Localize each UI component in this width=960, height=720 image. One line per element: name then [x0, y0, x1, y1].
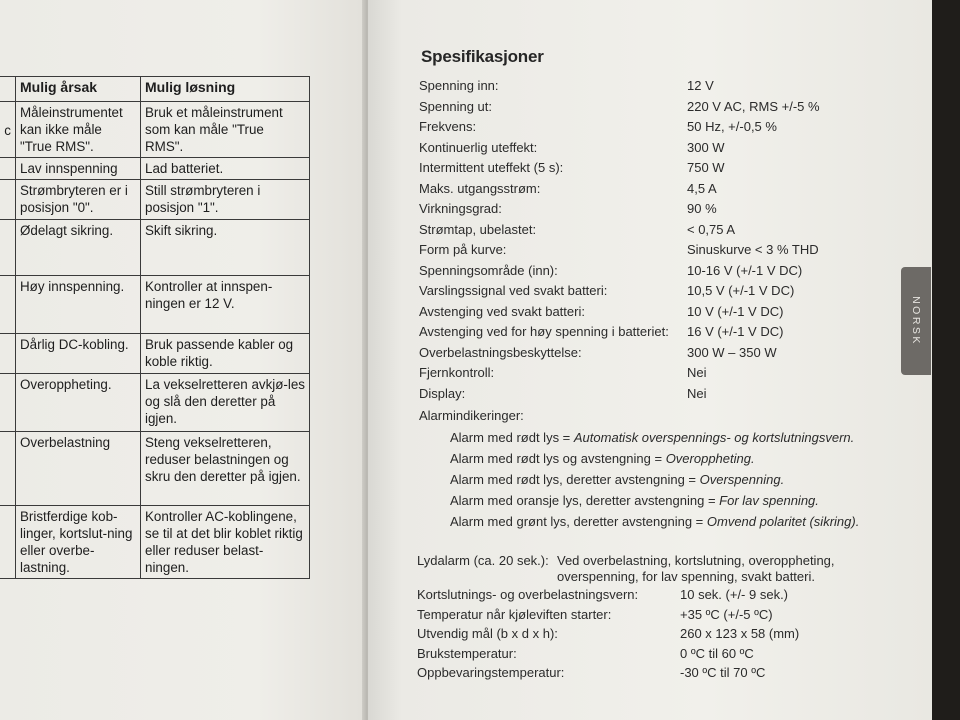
- alarm-meaning: Overoppheting.: [665, 451, 755, 466]
- spec-value: Nei: [687, 365, 707, 380]
- solution-cell: Steng vekselretteren, reduser belastningen og skru den deretter på igjen.: [141, 432, 310, 506]
- spec-value: 4,5 A: [687, 180, 717, 196]
- spec-row: [419, 201, 717, 216]
- table-row: [0, 432, 310, 506]
- spec-value: 300 W: [687, 139, 725, 155]
- spec-value: 90 %: [687, 201, 717, 216]
- spec-value: 10-16 V (+/-1 V DC): [687, 262, 803, 278]
- cause-cell: Bristferdige kob-linger, kortslut-ning eller overbe-lastning.: [16, 506, 141, 579]
- sound-alarm: [417, 553, 847, 585]
- spec-label: Form på kurve:: [419, 242, 507, 257]
- table-header-row: [0, 77, 310, 102]
- spec-label: Avstenging ved svakt batteri:: [419, 303, 585, 319]
- row-stub: [0, 432, 16, 506]
- spec-label: Varslingssignal ved svakt batteri:: [419, 283, 608, 298]
- spec-label: Frekvens:: [419, 119, 477, 134]
- language-tab: [901, 267, 931, 375]
- cause-cell: Måleinstrumentet kan ikke måle "True RMS".: [16, 102, 141, 158]
- cause-cell: Overbelastning: [16, 432, 141, 506]
- spec-label: Oppbevaringstemperatur:: [417, 665, 565, 680]
- alarm-row: [450, 514, 870, 530]
- spec-label: Temperatur når kjøleviften starter:: [417, 606, 612, 622]
- alarm-heading: Alarmindikeringer:: [419, 408, 524, 423]
- cause-cell: Overoppheting.: [16, 374, 141, 432]
- alarm-condition: Alarm med rødt lys og avstengning =: [450, 451, 666, 466]
- spec-label: Strømtap, ubelastet:: [419, 221, 537, 237]
- row-stub: [0, 374, 16, 432]
- troubleshooting-table: [0, 76, 310, 579]
- header-cause: Mulig årsak: [16, 77, 141, 102]
- spec-row: [419, 283, 794, 298]
- table-row: [0, 220, 310, 276]
- solution-cell: Kontroller at innspen-ningen er 12 V.: [141, 276, 310, 334]
- spec-value: Sinuskurve < 3 % THD: [687, 242, 819, 257]
- spec-label: Spenning ut:: [419, 98, 493, 114]
- row-stub: [0, 158, 16, 180]
- alarm-condition: Alarm med rødt lys, deretter avstengning =: [450, 472, 700, 487]
- solution-cell: Bruk passende kabler og koble riktig.: [141, 334, 310, 374]
- spec-row: [419, 160, 725, 175]
- spec-value: +35 ºC (+/-5 ºC): [680, 606, 773, 622]
- spec-label: Kortslutnings- og overbelastningsvern:: [417, 587, 639, 602]
- table-row: [0, 374, 310, 432]
- table-row: [0, 334, 310, 374]
- table-row: [0, 180, 310, 220]
- dark-background-edge: [932, 0, 960, 720]
- page-title: Spesifikasjoner: [421, 47, 544, 66]
- cause-cell: Strømbryteren er i posisjon "0".: [16, 180, 141, 220]
- table-row: [0, 158, 310, 180]
- solution-cell: Skift sikring.: [141, 220, 310, 276]
- spec-value: -30 ºC til 70 ºC: [680, 665, 766, 680]
- header-solution: Mulig løsning: [141, 77, 310, 102]
- spec-label: Spenningsområde (inn):: [419, 262, 558, 278]
- row-stub: [0, 180, 16, 220]
- row-stub: [0, 334, 16, 374]
- spec-row: [419, 324, 783, 339]
- spec-label: Maks. utgangsstrøm:: [419, 180, 541, 196]
- spec-row: [419, 222, 735, 237]
- spec-value: 300 W – 350 W: [687, 344, 777, 360]
- spec-row: [419, 365, 707, 380]
- spec-value: 10 sek. (+/- 9 sek.): [680, 587, 789, 602]
- solution-cell: Kontroller AC-koblingene, se til at det blir koblet riktig eller reduser belast-ningen.: [141, 506, 310, 579]
- table-row: [0, 506, 310, 579]
- spec-label: Intermittent uteffekt (5 s):: [419, 160, 564, 175]
- spec-row: [419, 181, 717, 196]
- spec-row: [419, 242, 819, 257]
- spec-row: [419, 304, 783, 319]
- spec-row: [417, 665, 765, 680]
- table-row: [0, 276, 310, 334]
- spec-label: Overbelastningsbeskyttelse:: [419, 344, 582, 360]
- spec-row: [419, 140, 725, 155]
- spec-value: 12 V: [687, 78, 714, 93]
- table-row: [0, 102, 310, 158]
- spec-label: Spenning inn:: [419, 78, 499, 93]
- spec-label: Utvendig mål (b x d x h):: [417, 626, 558, 641]
- alarm-row: [450, 451, 870, 467]
- left-page: [0, 0, 368, 720]
- table-header-stub: [0, 77, 16, 102]
- alarm-meaning: Overspenning.: [699, 472, 785, 487]
- spec-value: 260 x 123 x 58 (mm): [680, 626, 800, 641]
- alarm-meaning: Omvend polaritet (sikring).: [706, 514, 860, 529]
- language-tab-label: NORSK: [910, 296, 922, 346]
- spec-row: [419, 78, 714, 93]
- spec-label: Fjernkontroll:: [419, 365, 495, 380]
- alarm-row: [450, 430, 870, 446]
- alarm-meaning: Automatisk overspennings- og kortslutningsvern.: [573, 430, 855, 445]
- spec-value: 750 W: [687, 160, 725, 175]
- spec-row: [419, 99, 820, 114]
- solution-cell: La vekselretteren avkjø-les og slå den deretter på igjen.: [141, 374, 310, 432]
- row-stub: [0, 220, 16, 276]
- spec-value: 50 Hz, +/-0,5 %: [687, 119, 777, 134]
- spec-label: Kontinuerlig uteffekt:: [419, 139, 538, 155]
- cause-cell: Dårlig DC-kobling.: [16, 334, 141, 374]
- solution-cell: Still strømbryteren i posisjon "1".: [141, 180, 310, 220]
- spec-label: Avstenging ved for høy spenning i batteriet:: [419, 324, 669, 339]
- spec-row: [419, 386, 707, 401]
- spec-value: 10 V (+/-1 V DC): [687, 303, 784, 319]
- cause-cell: Ødelagt sikring.: [16, 220, 141, 276]
- solution-cell: Lad batteriet.: [141, 158, 310, 180]
- alarm-condition: Alarm med rødt lys =: [450, 430, 574, 445]
- spec-row: [417, 646, 754, 661]
- solution-cell: Bruk et måleinstrument som kan måle "True RMS".: [141, 102, 310, 158]
- spec-label: Brukstemperatur:: [417, 645, 517, 661]
- alarm-condition: Alarm med oransje lys, deretter avstengning =: [450, 493, 720, 508]
- spec-row: [419, 263, 802, 278]
- cause-cell: Lav innspenning: [16, 158, 141, 180]
- row-stub: [0, 506, 16, 579]
- spec-value: 0 ºC til 60 ºC: [680, 645, 754, 661]
- spec-row: [419, 119, 777, 134]
- spec-value: 10,5 V (+/-1 V DC): [687, 283, 795, 298]
- alarm-row: [450, 493, 870, 509]
- spec-row: [417, 626, 799, 641]
- sound-alarm-label: Lydalarm (ca. 20 sek.):: [417, 553, 549, 568]
- spec-value: 16 V (+/-1 V DC): [687, 324, 784, 339]
- spec-value: 220 V AC, RMS +/-5 %: [687, 98, 820, 114]
- cause-cell: Høy innspenning.: [16, 276, 141, 334]
- alarm-condition: Alarm med grønt lys, deretter avstengning =: [450, 514, 707, 529]
- spec-row: [417, 587, 788, 602]
- spec-label: Virkningsgrad:: [419, 201, 502, 216]
- row-stub: c: [0, 102, 16, 158]
- spec-label: Display:: [419, 385, 466, 401]
- row-stub: [0, 276, 16, 334]
- sound-alarm-value: Ved overbelastning, kortslutning, overoppheting, overspenning, for lav spenning, svakt batteri.: [557, 553, 835, 584]
- spec-value: Nei: [687, 385, 707, 401]
- alarm-row: [450, 472, 870, 488]
- spec-row: [417, 607, 773, 622]
- spec-value: < 0,75 A: [687, 221, 736, 237]
- alarm-meaning: For lav spenning.: [719, 493, 819, 508]
- spec-row: [419, 345, 777, 360]
